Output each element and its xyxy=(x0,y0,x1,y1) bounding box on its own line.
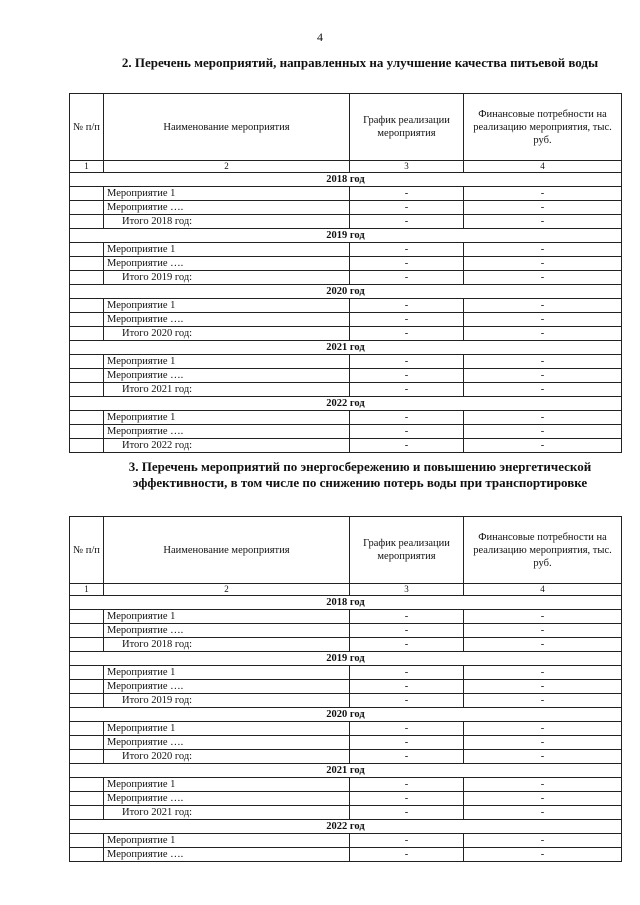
schedule-cell: - xyxy=(350,624,464,638)
measure-name-cell: Мероприятие …. xyxy=(104,201,350,215)
row-number-cell xyxy=(70,680,104,694)
schedule-cell: - xyxy=(350,638,464,652)
financial-needs-cell: - xyxy=(464,369,622,383)
financial-needs-cell: - xyxy=(464,736,622,750)
table-header-row xyxy=(70,517,622,584)
column-number: 2 xyxy=(104,584,350,596)
table-row xyxy=(70,187,622,201)
row-number-cell xyxy=(70,257,104,271)
measure-name-cell: Итого 2020 год: xyxy=(104,750,350,764)
financial-needs-cell: - xyxy=(464,257,622,271)
row-number-cell xyxy=(70,694,104,708)
year-row xyxy=(70,341,622,355)
year-heading: 2019 год xyxy=(70,652,622,666)
header-number: № п/п xyxy=(70,517,104,584)
row-number-cell xyxy=(70,778,104,792)
row-number-cell xyxy=(70,271,104,285)
row-number-cell xyxy=(70,834,104,848)
year-heading: 2020 год xyxy=(70,285,622,299)
measure-name-cell: Мероприятие 1 xyxy=(104,610,350,624)
row-number-cell xyxy=(70,243,104,257)
row-number-cell xyxy=(70,383,104,397)
total-row xyxy=(70,806,622,820)
year-heading: 2021 год xyxy=(70,764,622,778)
row-number-cell xyxy=(70,355,104,369)
schedule-cell: - xyxy=(350,383,464,397)
row-number-cell xyxy=(70,439,104,453)
financial-needs-cell: - xyxy=(464,425,622,439)
measure-name-cell: Мероприятие …. xyxy=(104,624,350,638)
financial-needs-cell: - xyxy=(464,327,622,341)
schedule-cell: - xyxy=(350,834,464,848)
schedule-cell: - xyxy=(350,666,464,680)
row-number-cell xyxy=(70,848,104,862)
table-row xyxy=(70,624,622,638)
schedule-cell: - xyxy=(350,736,464,750)
schedule-cell: - xyxy=(350,215,464,229)
table-row xyxy=(70,722,622,736)
table-row xyxy=(70,736,622,750)
financial-needs-cell: - xyxy=(464,313,622,327)
measure-name-cell: Итого 2018 год: xyxy=(104,215,350,229)
table-row xyxy=(70,792,622,806)
measure-name-cell: Мероприятие …. xyxy=(104,848,350,862)
row-number-cell xyxy=(70,411,104,425)
financial-needs-cell: - xyxy=(464,383,622,397)
financial-needs-cell: - xyxy=(464,680,622,694)
row-number-cell xyxy=(70,610,104,624)
year-heading: 2022 год xyxy=(70,820,622,834)
table-row xyxy=(70,425,622,439)
schedule-cell: - xyxy=(350,806,464,820)
schedule-cell: - xyxy=(350,411,464,425)
header-number: № п/п xyxy=(70,94,104,161)
row-number-cell xyxy=(70,722,104,736)
year-row xyxy=(70,397,622,411)
column-number: 1 xyxy=(70,584,104,596)
row-number-cell xyxy=(70,425,104,439)
header-financial-needs: Финансовые потребности на реализацию мероприятия, тыс. руб. xyxy=(464,517,622,584)
schedule-cell: - xyxy=(350,792,464,806)
row-number-cell xyxy=(70,299,104,313)
year-row xyxy=(70,764,622,778)
measure-name-cell: Мероприятие 1 xyxy=(104,834,350,848)
measure-name-cell: Мероприятие 1 xyxy=(104,666,350,680)
header-financial-needs: Финансовые потребности на реализацию мероприятия, тыс. руб. xyxy=(464,94,622,161)
financial-needs-cell: - xyxy=(464,299,622,313)
financial-needs-cell: - xyxy=(464,722,622,736)
measures-table-water-quality xyxy=(69,93,622,453)
schedule-cell: - xyxy=(350,439,464,453)
measure-name-cell: Мероприятие …. xyxy=(104,792,350,806)
column-number: 3 xyxy=(350,584,464,596)
schedule-cell: - xyxy=(350,425,464,439)
total-row xyxy=(70,271,622,285)
schedule-cell: - xyxy=(350,187,464,201)
schedule-cell: - xyxy=(350,369,464,383)
row-number-cell xyxy=(70,369,104,383)
measure-name-cell: Мероприятие …. xyxy=(104,369,350,383)
row-number-cell xyxy=(70,313,104,327)
financial-needs-cell: - xyxy=(464,355,622,369)
year-row xyxy=(70,708,622,722)
table-row xyxy=(70,201,622,215)
table-row xyxy=(70,834,622,848)
total-row xyxy=(70,383,622,397)
schedule-cell: - xyxy=(350,243,464,257)
measure-name-cell: Мероприятие 1 xyxy=(104,187,350,201)
financial-needs-cell: - xyxy=(464,215,622,229)
measure-name-cell: Мероприятие 1 xyxy=(104,722,350,736)
row-number-cell xyxy=(70,666,104,680)
table-row xyxy=(70,313,622,327)
schedule-cell: - xyxy=(350,750,464,764)
schedule-cell: - xyxy=(350,299,464,313)
schedule-cell: - xyxy=(350,722,464,736)
measure-name-cell: Мероприятие …. xyxy=(104,425,350,439)
measure-name-cell: Мероприятие 1 xyxy=(104,299,350,313)
table-row xyxy=(70,680,622,694)
measure-name-cell: Итого 2019 год: xyxy=(104,271,350,285)
year-row xyxy=(70,652,622,666)
measure-name-cell: Итого 2019 год: xyxy=(104,694,350,708)
total-row xyxy=(70,750,622,764)
column-number-row xyxy=(70,161,622,173)
financial-needs-cell: - xyxy=(464,750,622,764)
year-row xyxy=(70,285,622,299)
column-number: 4 xyxy=(464,584,622,596)
year-row xyxy=(70,173,622,187)
year-row xyxy=(70,229,622,243)
financial-needs-cell: - xyxy=(464,834,622,848)
header-measure-name: Наименование мероприятия xyxy=(104,94,350,161)
schedule-cell: - xyxy=(350,271,464,285)
section-3-title: 3. Перечень мероприятий по энергосбережению и повышению энергетической эффективности, в том числе по снижению потерь воды при транспортировке xyxy=(128,459,592,490)
year-heading: 2021 год xyxy=(70,341,622,355)
table-row xyxy=(70,610,622,624)
financial-needs-cell: - xyxy=(464,694,622,708)
header-schedule: График реализации мероприятия xyxy=(350,94,464,161)
measure-name-cell: Мероприятие 1 xyxy=(104,411,350,425)
year-heading: 2022 год xyxy=(70,397,622,411)
table-row xyxy=(70,299,622,313)
measure-name-cell: Мероприятие …. xyxy=(104,313,350,327)
financial-needs-cell: - xyxy=(464,411,622,425)
measure-name-cell: Итого 2020 год: xyxy=(104,327,350,341)
row-number-cell xyxy=(70,638,104,652)
financial-needs-cell: - xyxy=(464,792,622,806)
financial-needs-cell: - xyxy=(464,666,622,680)
page-number: 4 xyxy=(317,30,323,44)
measure-name-cell: Итого 2021 год: xyxy=(104,806,350,820)
total-row xyxy=(70,327,622,341)
measure-name-cell: Мероприятие …. xyxy=(104,736,350,750)
row-number-cell xyxy=(70,624,104,638)
financial-needs-cell: - xyxy=(464,806,622,820)
column-number: 2 xyxy=(104,161,350,173)
measure-name-cell: Мероприятие …. xyxy=(104,257,350,271)
row-number-cell xyxy=(70,806,104,820)
row-number-cell xyxy=(70,750,104,764)
total-row xyxy=(70,439,622,453)
schedule-cell: - xyxy=(350,327,464,341)
financial-needs-cell: - xyxy=(464,271,622,285)
year-heading: 2020 год xyxy=(70,708,622,722)
financial-needs-cell: - xyxy=(464,187,622,201)
financial-needs-cell: - xyxy=(464,624,622,638)
column-number: 3 xyxy=(350,161,464,173)
financial-needs-cell: - xyxy=(464,848,622,862)
year-heading: 2018 год xyxy=(70,173,622,187)
schedule-cell: - xyxy=(350,610,464,624)
schedule-cell: - xyxy=(350,201,464,215)
table-row xyxy=(70,411,622,425)
measure-name-cell: Итого 2022 год: xyxy=(104,439,350,453)
row-number-cell xyxy=(70,187,104,201)
financial-needs-cell: - xyxy=(464,243,622,257)
year-row xyxy=(70,820,622,834)
section-2-title: 2. Перечень мероприятий, направленных на улучшение качества питьевой воды xyxy=(121,55,599,70)
financial-needs-cell: - xyxy=(464,778,622,792)
financial-needs-cell: - xyxy=(464,439,622,453)
year-heading: 2018 год xyxy=(70,596,622,610)
measure-name-cell: Мероприятие 1 xyxy=(104,778,350,792)
measure-name-cell: Итого 2018 год: xyxy=(104,638,350,652)
table-row xyxy=(70,355,622,369)
measure-name-cell: Мероприятие 1 xyxy=(104,243,350,257)
table-row xyxy=(70,243,622,257)
total-row xyxy=(70,694,622,708)
row-number-cell xyxy=(70,792,104,806)
row-number-cell xyxy=(70,201,104,215)
schedule-cell: - xyxy=(350,313,464,327)
table-row xyxy=(70,369,622,383)
measure-name-cell: Мероприятие 1 xyxy=(104,355,350,369)
financial-needs-cell: - xyxy=(464,201,622,215)
header-schedule: График реализации мероприятия xyxy=(350,517,464,584)
schedule-cell: - xyxy=(350,694,464,708)
schedule-cell: - xyxy=(350,355,464,369)
measure-name-cell: Мероприятие …. xyxy=(104,680,350,694)
year-row xyxy=(70,596,622,610)
year-heading: 2019 год xyxy=(70,229,622,243)
row-number-cell xyxy=(70,327,104,341)
column-number-row xyxy=(70,584,622,596)
table-row xyxy=(70,778,622,792)
schedule-cell: - xyxy=(350,257,464,271)
table-row xyxy=(70,257,622,271)
table-row xyxy=(70,666,622,680)
row-number-cell xyxy=(70,736,104,750)
column-number: 4 xyxy=(464,161,622,173)
measure-name-cell: Итого 2021 год: xyxy=(104,383,350,397)
financial-needs-cell: - xyxy=(464,638,622,652)
table-header-row xyxy=(70,94,622,161)
column-number: 1 xyxy=(70,161,104,173)
schedule-cell: - xyxy=(350,778,464,792)
total-row xyxy=(70,638,622,652)
table-row xyxy=(70,848,622,862)
schedule-cell: - xyxy=(350,848,464,862)
total-row xyxy=(70,215,622,229)
financial-needs-cell: - xyxy=(464,610,622,624)
schedule-cell: - xyxy=(350,680,464,694)
measures-table-energy-saving xyxy=(69,516,622,862)
header-measure-name: Наименование мероприятия xyxy=(104,517,350,584)
row-number-cell xyxy=(70,215,104,229)
